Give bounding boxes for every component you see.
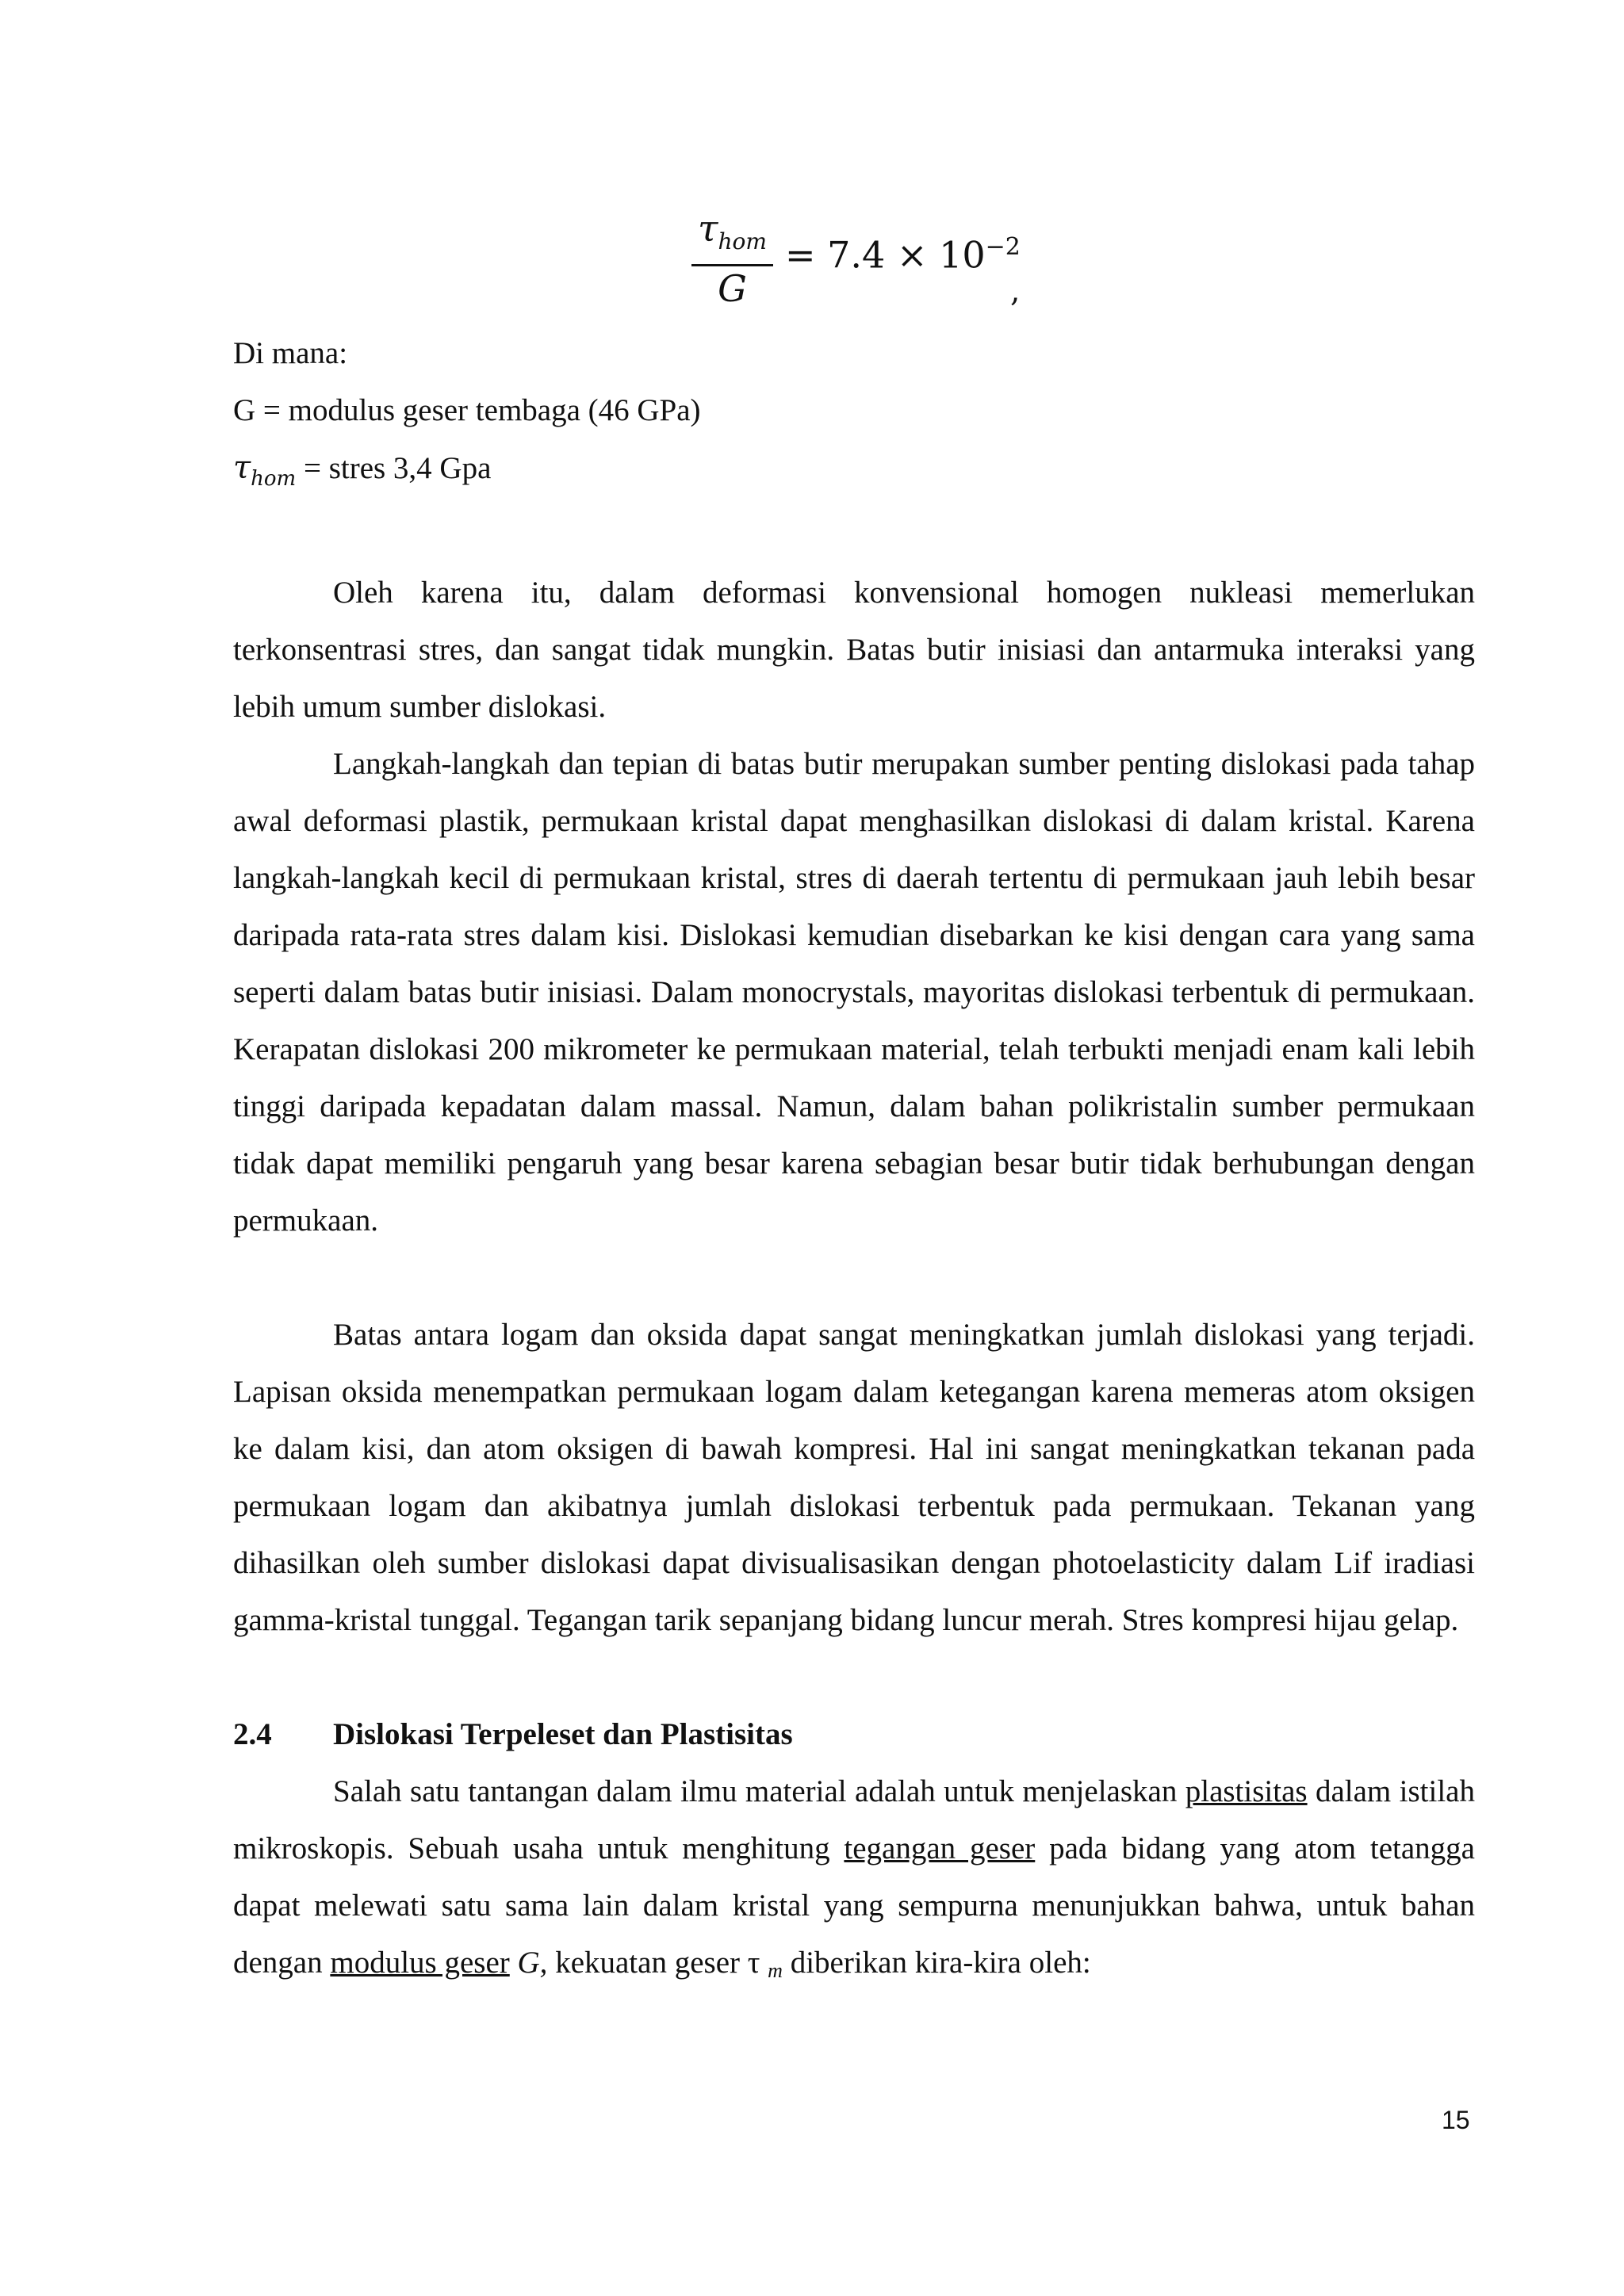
- link-plastisitas[interactable]: plastisitas: [1185, 1774, 1308, 1808]
- p4-text-4: [510, 1946, 518, 1980]
- tau-m-subscript: m: [768, 1959, 783, 1982]
- paragraph-3: Batas antara logam dan oksida dapat sangat meningkatkan jumlah dislokasi yang terjadi. Lapisan oksida menempatkan permukaan logam dalam ketegangan karena memeras atom oksigen ke dalam kisi, dan atom oksigen di bawah kompresi. Hal ini sangat meningkatkan tekanan pada permukaan logam dan akibatnya jumlah dislokasi terbentuk pada permukaan. Tekanan yang dihasilkan oleh sumber dislokasi dapat divisualisasikan dengan photoelasticity dalam Lif iradiasi gamma-kristal tunggal. Tegangan tarik sepanjang bidang luncur merah. Stres kompresi hijau gelap.: [233, 1318, 1475, 1637]
- section-heading: [233, 1706, 1475, 1763]
- definition-g: G = modulus geser tembaga (46 GPa): [233, 393, 701, 427]
- spacer: [233, 1649, 1475, 1706]
- tau-hom-symbol: [233, 450, 297, 491]
- equation-comma: ,: [1010, 274, 1021, 309]
- link-modulus-geser[interactable]: modulus geser: [330, 1946, 510, 1980]
- section-title: Dislokasi Terpeleset dan Plastisitas: [333, 1717, 793, 1751]
- equation-rhs-value: = 7.4 × 10: [785, 233, 986, 277]
- equation-exponent: −2: [985, 233, 1021, 261]
- p4-text-6: diberikan kira-kira oleh:: [782, 1946, 1091, 1980]
- page-content: [233, 190, 1475, 1999]
- link-tegangan-geser[interactable]: tegangan geser: [844, 1831, 1036, 1866]
- spacer: [233, 507, 1475, 564]
- p4-text-5: kekuatan geser τ: [547, 1946, 768, 1980]
- paragraph-1: Oleh karena itu, dalam deformasi konvensional homogen nukleasi memerlukan terkonsentrasi stres, dan sangat tidak mungkin. Batas butir inisiasi dan antarmuka interaksi yang lebih umum sumber dislokasi.: [233, 576, 1475, 724]
- tau-hom-letter: τ: [233, 450, 251, 486]
- fraction-denominator: G: [718, 267, 747, 311]
- tau-subscript: hom: [718, 228, 767, 255]
- p4-text-1: Salah satu tantangan dalam ilmu material adalah untuk menjelaskan: [333, 1774, 1185, 1808]
- equation-tau-hom-over-g: [233, 190, 1475, 325]
- equation-rhs: [785, 225, 1021, 277]
- tau-symbol: τ: [698, 207, 718, 250]
- paragraph-2: Langkah-langkah dan tepian di batas butir merupakan sumber penting dislokasi pada tahap awal deformasi plastik, permukaan kristal dapat menghasilkan dislokasi di dalam kristal. Karena langkah-langkah kecil di permukaan kristal, stres di daerah tertentu di permukaan jauh lebih besar daripada rata-rata stres dalam kisi. Dislokasi kemudian disebarkan ke kisi dengan cara yang sama seperti dalam batas butir inisiasi. Dalam monocrystals, mayoritas dislokasi terbentuk di permukaan. Kerapatan dislokasi 200 mikrometer ke permukaan material, telah terbukti menjadi enam kali lebih tinggi daripada kepadatan dalam massal. Namun, dalam bahan polikristalin sumber permukaan tidak dapat memiliki pengaruh yang besar karena sebagian besar butir tidak berhubungan dengan permukaan.: [233, 747, 1475, 1238]
- tau-hom-subscript: hom: [251, 467, 297, 491]
- page-number: 15: [1442, 2106, 1470, 2134]
- fraction: [691, 206, 773, 311]
- spacer: [233, 1249, 1475, 1307]
- definition-tau: [233, 439, 1475, 507]
- fraction-numerator: [691, 206, 773, 264]
- p4-text-3: pada bidang yang atom tetangga dapat melewati satu sama lain dalam kristal yang sempurna menunjukkan bahwa, untuk bahan dengan: [233, 1831, 1475, 1980]
- section-number: 2.4: [233, 1717, 272, 1751]
- definitions-intro: Di mana:: [233, 336, 348, 370]
- p4-text-2: dalam istilah mikroskopis. Sebuah usaha untuk menghitung: [233, 1774, 1475, 1866]
- tau-definition-text: = stres 3,4 Gpa: [296, 451, 492, 485]
- paragraph-4: [233, 1763, 1475, 1999]
- g-symbol: G,: [517, 1946, 548, 1980]
